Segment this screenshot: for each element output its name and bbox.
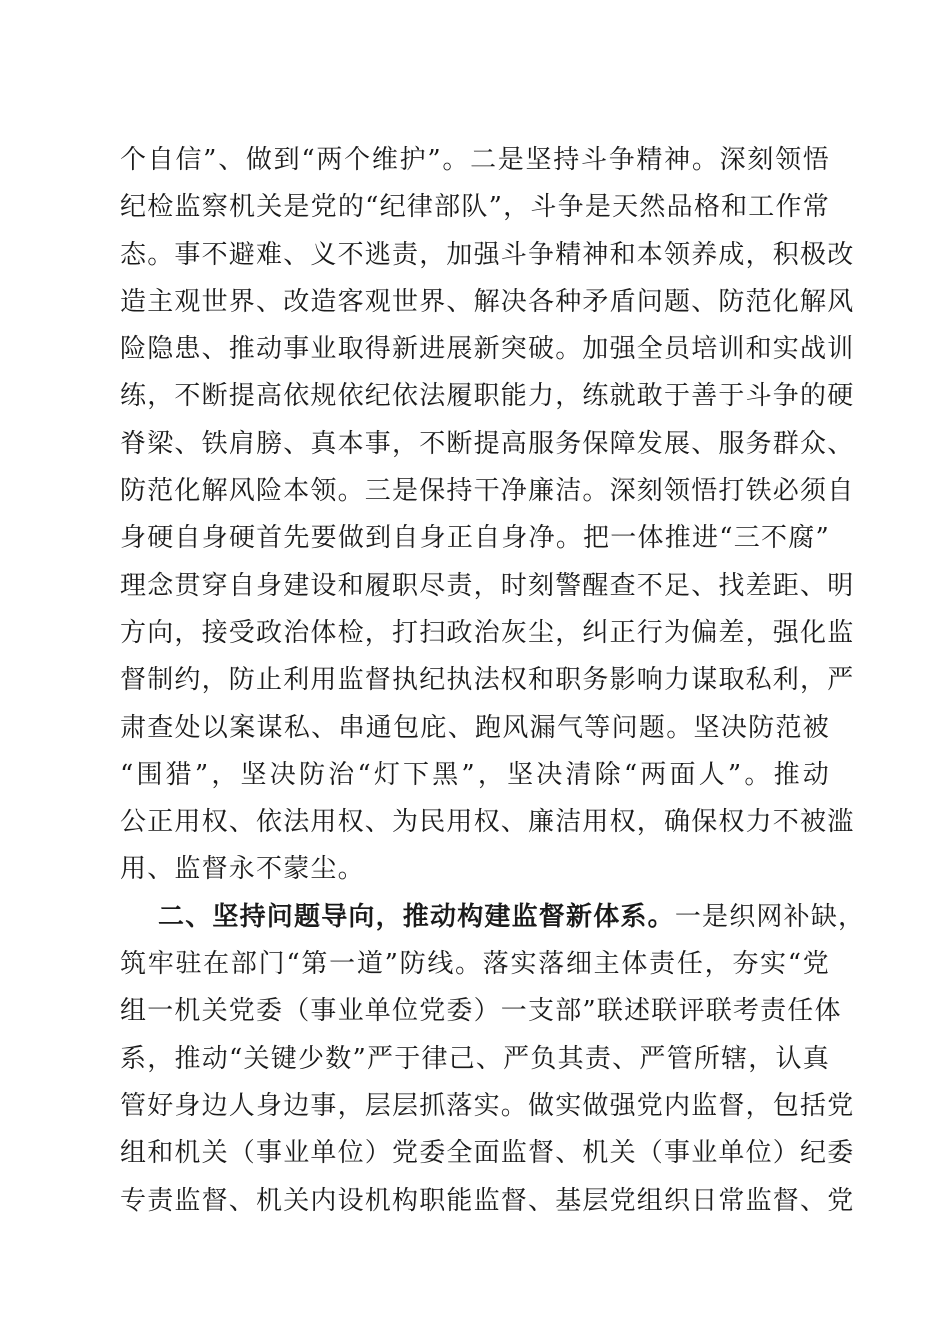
body-text — [120, 137, 866, 1225]
text-line: 督制约，防止利用监督执纪执法权和职务影响力谋取私利，严 — [120, 665, 855, 696]
text-line: 组一机关党委（事业单位党委）一支部”联述联评联考责任体 — [120, 996, 842, 1027]
text-line: 系，推动“关键少数”严于律己、严负其责、严管所辖，认真 — [120, 1043, 830, 1074]
text-line: 纪检监察机关是党的“纪律部队”，斗争是天然品格和工作常 — [120, 192, 830, 223]
text-line: 管好身边人身边事，层层抓落实。做实做强党内监督，包括党 — [120, 1090, 855, 1121]
text-line: 身硬自身硬首先要做到自身正自身净。把一体推进“三不腐” — [120, 523, 830, 554]
text-line: 练，不断提高依规依纪依法履职能力，练就敢于善于斗争的硬 — [120, 381, 855, 412]
text-line: 防范化解风险本领。三是保持干净廉洁。深刻领悟打铁必须自 — [120, 476, 855, 507]
text-line: 理念贯穿自身建设和履职尽责，时刻警醒查不足、找差距、明 — [120, 570, 855, 601]
text-line: 方向，接受政治体检，打扫政治灰尘，纠正行为偏差，强化监 — [120, 617, 855, 648]
text-line: 脊梁、铁肩膀、真本事，不断提高服务保障发展、服务群众、 — [120, 428, 855, 459]
text-line: 组和机关（事业单位）党委全面监督、机关（事业单位）纪委 — [120, 1138, 855, 1169]
text-line: “围猎”，坚决防治“灯下黑”，坚决清除“两面人”。推动 — [120, 759, 830, 790]
text-line: 用、监督永不蒙尘。 — [120, 854, 365, 885]
text-line: 筑牢驻在部门“第一道”防线。落实落细主体责任，夯实“党 — [120, 949, 830, 980]
section-heading: 二、坚持问题导向，推动构建监督新体系。 — [158, 901, 675, 932]
text-line: 险隐患、推动事业取得新进展新突破。加强全员培训和实战训 — [120, 334, 855, 365]
text-line: 造主观世界、改造客观世界、解决各种矛盾问题、防范化解风 — [120, 286, 855, 317]
text-line: 专责监督、机关内设机构职能监督、基层党组织日常监督、党 — [120, 1185, 855, 1216]
section-heading-line — [120, 894, 866, 941]
text-line: 肃查处以案谋私、串通包庇、跑风漏气等问题。坚决防范被 — [120, 712, 830, 743]
text-fragment: 一是织网补缺， — [674, 901, 866, 932]
text-line: 个自信”、做到“两个维护”。二是坚持斗争精神。深刻领悟 — [120, 145, 830, 175]
text-line: 态。事不避难、义不逃责，加强斗争精神和本领养成，积极改 — [120, 239, 855, 270]
text-line: 公正用权、依法用权、为民用权、廉洁用权，确保权力不被滥 — [120, 807, 855, 838]
